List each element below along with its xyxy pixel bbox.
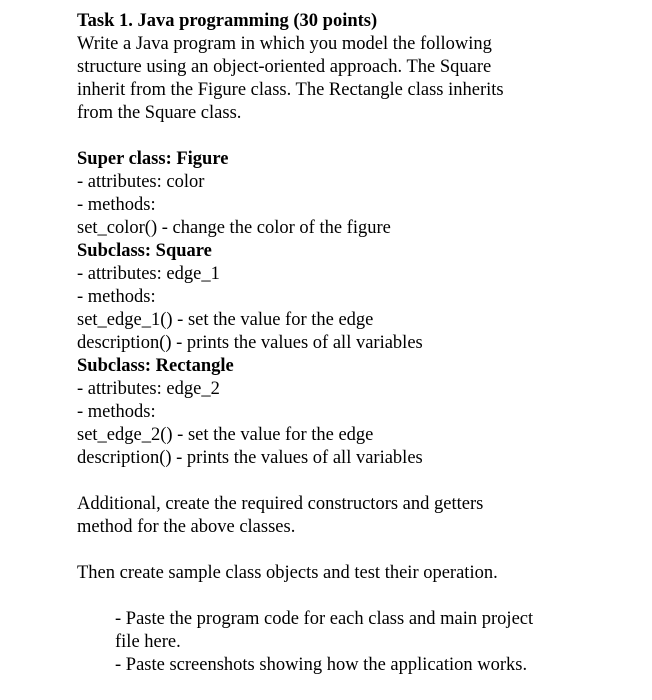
spacer (77, 539, 637, 562)
rectangle-method: description() - prints the values of all variables (77, 448, 423, 468)
intro-line: Write a Java program in which you model the following (77, 34, 492, 54)
intro-line: inherit from the Figure class. The Rectangle class inherits (77, 80, 504, 100)
figure-attributes: - attributes: color (77, 172, 205, 192)
figure-heading: Super class: Figure (77, 149, 229, 169)
spacer (77, 125, 637, 148)
rectangle-attributes: - attributes: edge_2 (77, 379, 220, 399)
intro-line: from the Square class. (77, 103, 242, 123)
rectangle-methods-label: - methods: (77, 402, 156, 422)
task-title: Task 1. Java programming (30 points) (77, 11, 378, 31)
additional-line: Additional, create the required constructors and getters (77, 494, 484, 514)
square-method: description() - prints the values of all variables (77, 333, 423, 353)
then-line: Then create sample class objects and test their operation. (77, 563, 498, 583)
figure-methods-label: - methods: (77, 195, 156, 215)
square-methods-label: - methods: (77, 287, 156, 307)
additional-line: method for the above classes. (77, 517, 296, 537)
intro-line: structure using an object-oriented approach. The Square (77, 57, 492, 77)
figure-method: set_color() - change the color of the figure (77, 218, 391, 238)
instruction-line: - Paste screenshots showing how the application works. (115, 655, 528, 675)
square-attributes: - attributes: edge_1 (77, 264, 220, 284)
square-heading: Subclass: Square (77, 241, 212, 261)
rectangle-heading: Subclass: Rectangle (77, 356, 234, 376)
instruction-line: - Paste the program code for each class and main project (115, 609, 534, 629)
instruction-line: file here. (115, 632, 181, 652)
spacer (77, 470, 637, 493)
square-method: set_edge_1() - set the value for the edge (77, 310, 374, 330)
task-document (77, 10, 637, 677)
spacer (77, 585, 637, 608)
rectangle-method: set_edge_2() - set the value for the edge (77, 425, 374, 445)
